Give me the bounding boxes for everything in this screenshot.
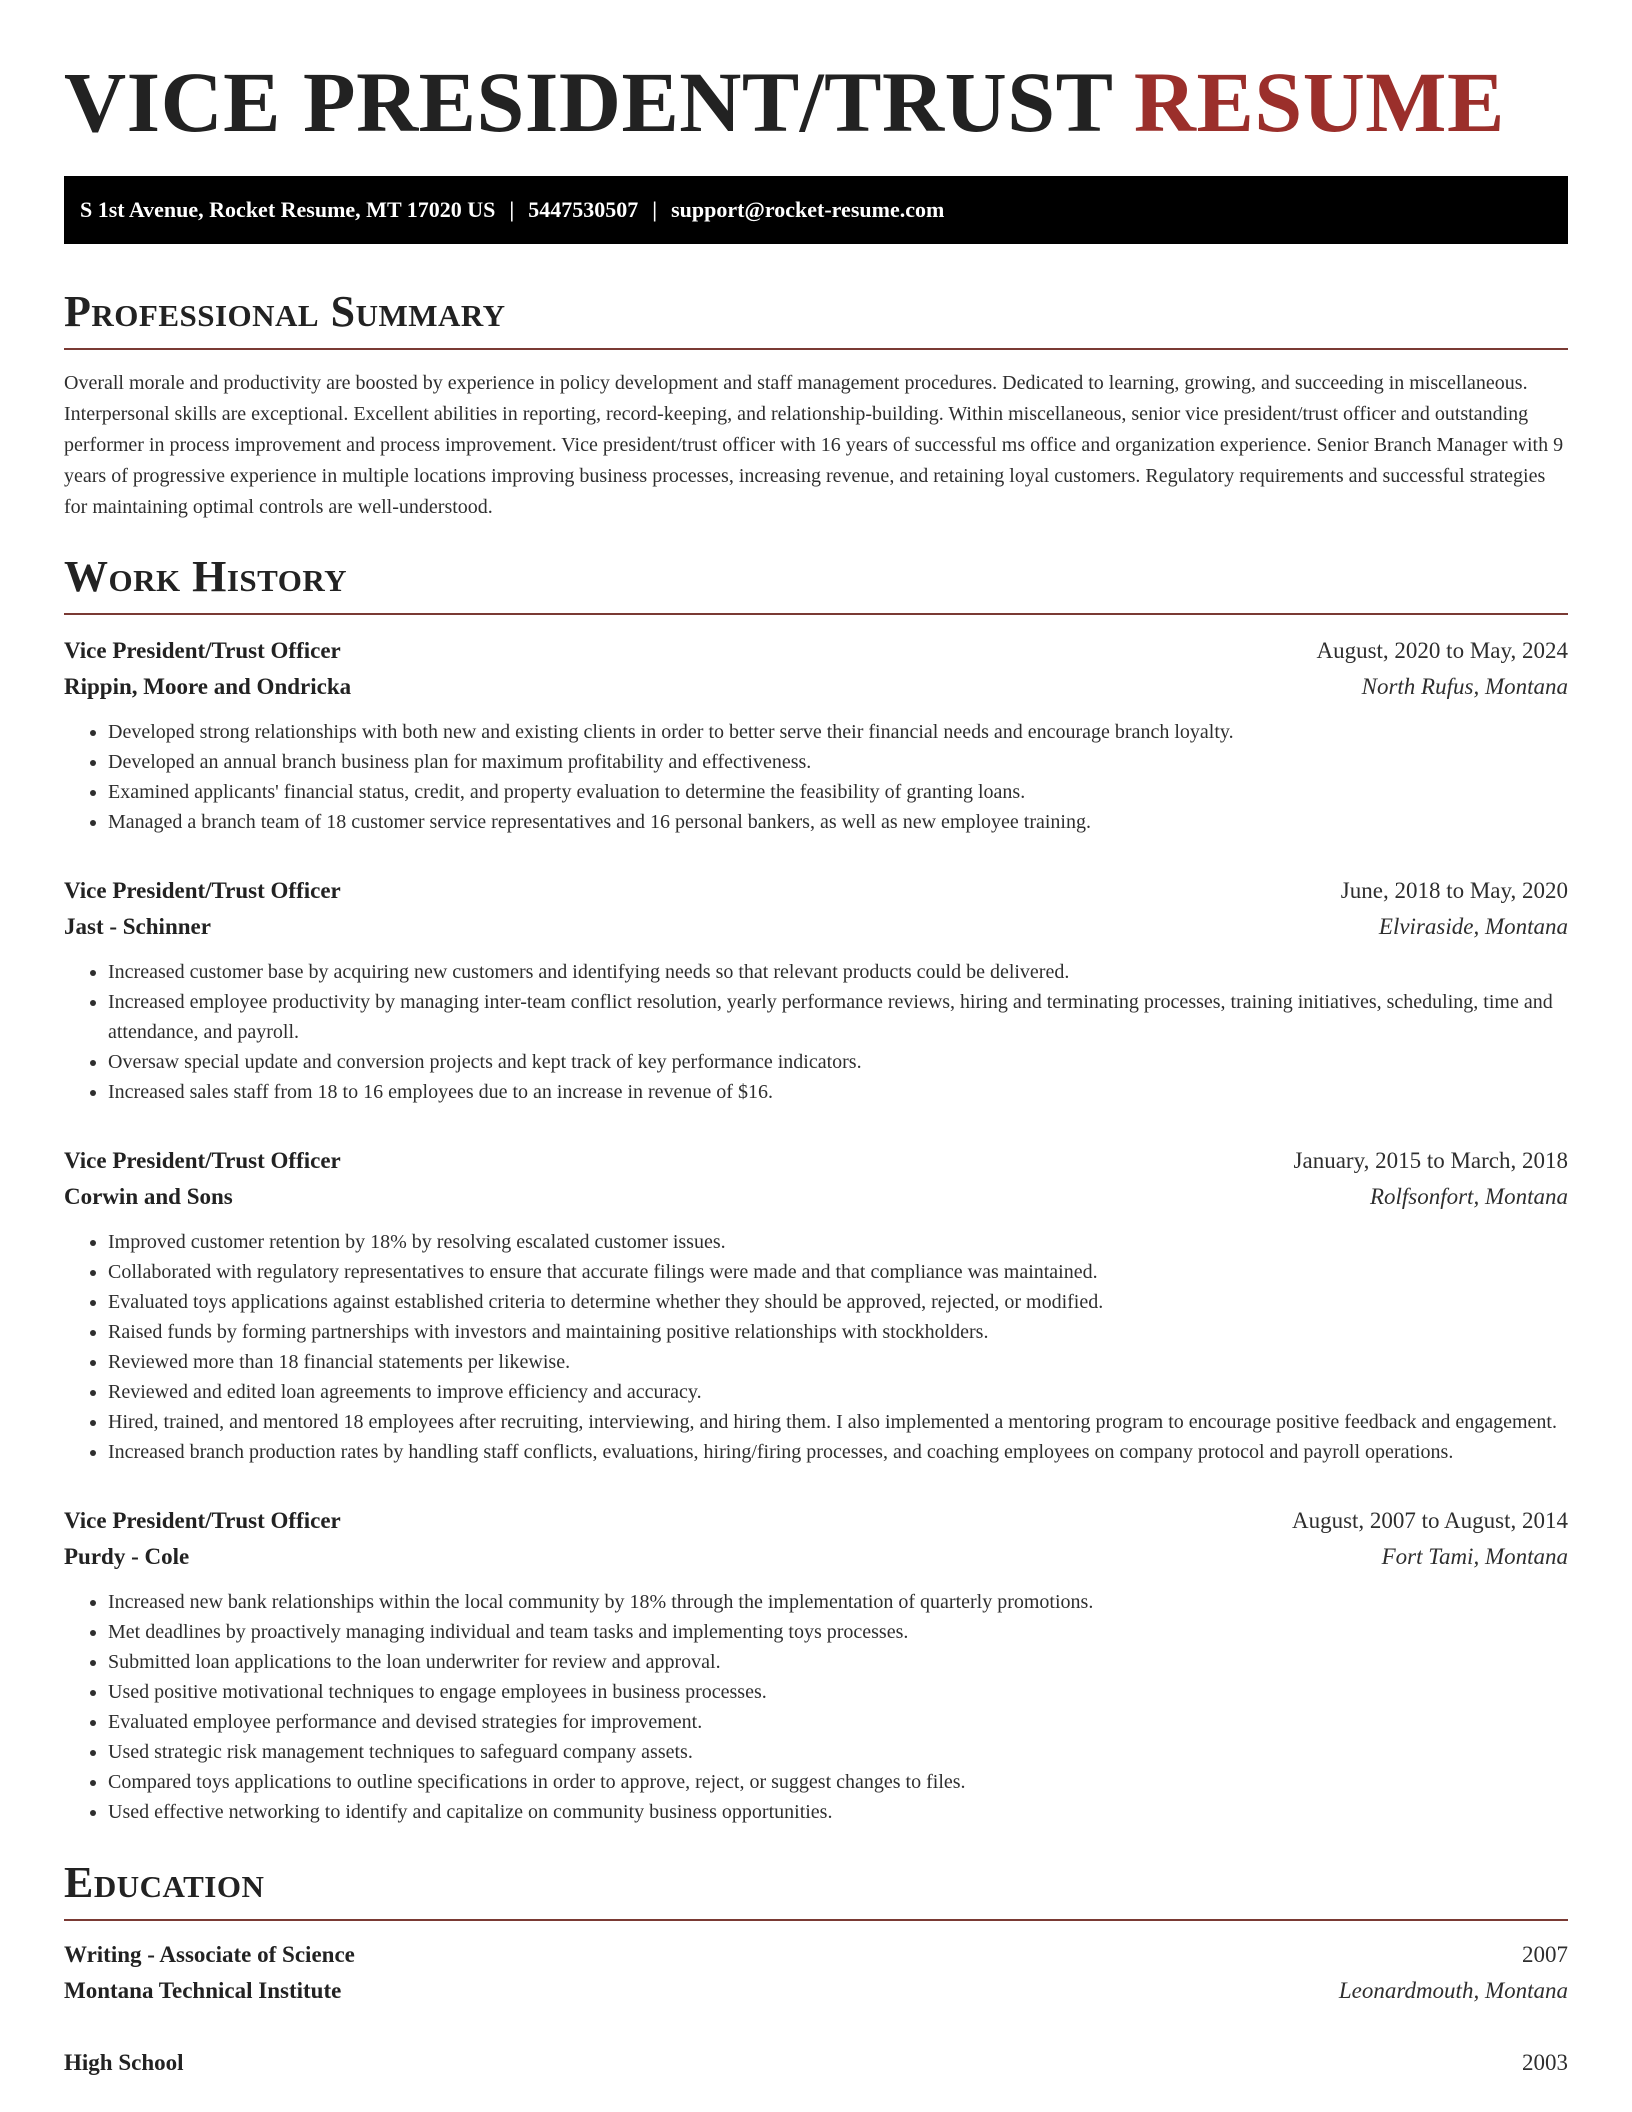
job-company: Purdy - Cole xyxy=(64,1544,190,1569)
job-bullet: • Collaborated with regulatory representatives to ensure that accurate filings were made and that compliance was maintained. xyxy=(108,1257,1568,1287)
job-location: North Rufus, Montana xyxy=(1361,674,1568,699)
job-location: Elviraside, Montana xyxy=(1378,914,1568,939)
job-company: Jast - Schinner xyxy=(64,914,211,939)
job-location: Rolfsonfort, Montana xyxy=(1369,1184,1568,1209)
job-title-row xyxy=(64,873,1568,909)
job-dates: August, 2007 to August, 2014 xyxy=(1291,1508,1568,1533)
education-degree-row xyxy=(64,2045,1568,2081)
job-bullets xyxy=(64,717,1568,837)
job-bullet: • Met deadlines by proactively managing individual and team tasks and implementing toys processes. xyxy=(108,1617,1568,1647)
job-bullet: • Hired, trained, and mentored 18 employees after recruiting, interviewing, and hiring them. I also implemented a mentoring program to encourage positive feedback and engagement. xyxy=(108,1407,1568,1437)
job-entry xyxy=(64,1503,1568,1827)
education-entry xyxy=(64,1937,1568,2009)
job-bullet: • Reviewed and edited loan agreements to improve efficiency and accuracy. xyxy=(108,1377,1568,1407)
summary-heading: Professional Summary xyxy=(64,286,1568,350)
job-company-row xyxy=(64,1539,1568,1575)
job-bullet: • Evaluated employee performance and devised strategies for improvement. xyxy=(108,1707,1568,1737)
job-bullet: • Compared toys applications to outline specifications in order to approve, reject, or suggest changes to files. xyxy=(108,1767,1568,1797)
job-bullet: • Developed strong relationships with both new and existing clients in order to better serve their financial needs and encourage branch loyalty. xyxy=(108,717,1568,747)
education-section xyxy=(64,1857,1568,2081)
education-location: Leonardmouth, Montana xyxy=(1338,1978,1568,2003)
summary-text: Overall morale and productivity are boosted by experience in policy development and staff management procedures. Dedicated to learning, growing, and succeeding in miscellaneous. Interpersonal skills are exceptional. Excellent abilities in reporting, record-keeping, and relationship-building. Within miscellaneous, senior vice president/trust officer and outstanding performer in process improvement and process improvement. Vice president/trust officer with 16 years of successful ms office and organization experience. Senior Branch Manager with 9 years of progressive experience in multiple locations improving business processes, increasing revenue, and retaining loyal customers. Regulatory requirements and successful strategies for maintaining optimal controls are well-understood. xyxy=(64,372,1564,518)
job-entry xyxy=(64,633,1568,837)
contact-email[interactable]: support@rocket-resume.com xyxy=(671,197,945,222)
work-history-section xyxy=(64,551,1568,1827)
job-dates: June, 2018 to May, 2020 xyxy=(1340,878,1568,903)
job-bullet: • Reviewed more than 18 financial statements per likewise. xyxy=(108,1347,1568,1377)
job-bullets xyxy=(64,957,1568,1107)
job-bullet: • Used strategic risk management techniques to safeguard company assets. xyxy=(108,1737,1568,1767)
summary-section xyxy=(64,286,1568,523)
job-title: Vice President/Trust Officer xyxy=(64,878,341,903)
education-degree: Writing - Associate of Science xyxy=(64,1942,355,1967)
resume-title xyxy=(64,0,1568,152)
job-title-row xyxy=(64,1503,1568,1539)
job-bullet: • Evaluated toys applications against established criteria to determine whether they should be approved, rejected, or modified. xyxy=(108,1287,1568,1317)
job-entry xyxy=(64,873,1568,1107)
work-history-heading: Work History xyxy=(64,551,1568,615)
job-company-row xyxy=(64,909,1568,945)
education-entry xyxy=(64,2045,1568,2081)
job-bullet: • Used effective networking to identify and capitalize on community business opportunities. xyxy=(108,1797,1568,1827)
job-bullet: • Increased branch production rates by handling staff conflicts, evaluations, hiring/firing processes, and coaching employees on company protocol and payroll operations. xyxy=(108,1437,1568,1467)
job-title: Vice President/Trust Officer xyxy=(64,638,341,663)
contact-phone: 5447530507 xyxy=(528,197,639,222)
job-title: Vice President/Trust Officer xyxy=(64,1148,341,1173)
job-company-row xyxy=(64,669,1568,705)
job-dates: August, 2020 to May, 2024 xyxy=(1316,638,1568,663)
job-bullet: • Increased new bank relationships within the local community by 18% through the implementation of quarterly promotions. xyxy=(108,1587,1568,1617)
job-bullet: • Oversaw special update and conversion projects and kept track of key performance indicators. xyxy=(108,1047,1568,1077)
job-bullets xyxy=(64,1227,1568,1467)
job-company: Rippin, Moore and Ondricka xyxy=(64,674,352,699)
job-bullet: • Submitted loan applications to the loan underwriter for review and approval. xyxy=(108,1647,1568,1677)
education-heading: Education xyxy=(64,1857,1568,1921)
contact-bar xyxy=(64,176,1568,244)
job-bullets xyxy=(64,1587,1568,1827)
job-company-row xyxy=(64,1179,1568,1215)
education-year: 2007 xyxy=(1522,1942,1568,1967)
job-bullet: • Examined applicants' financial status, credit, and property evaluation to determine the feasibility of granting loans. xyxy=(108,777,1568,807)
job-bullet: • Used positive motivational techniques to engage employees in business processes. xyxy=(108,1677,1568,1707)
title-accent: RESUME xyxy=(1133,54,1505,150)
education-year: 2003 xyxy=(1522,2050,1568,2075)
job-location: Fort Tami, Montana xyxy=(1381,1544,1568,1569)
contact-separator: | xyxy=(509,197,515,222)
job-entry xyxy=(64,1143,1568,1467)
job-bullet: • Increased sales staff from 18 to 16 employees due to an increase in revenue of $16. xyxy=(108,1077,1568,1107)
education-school-row xyxy=(64,1973,1568,2009)
job-bullet: • Developed an annual branch business plan for maximum profitability and effectiveness. xyxy=(108,747,1568,777)
job-title: Vice President/Trust Officer xyxy=(64,1508,341,1533)
job-bullet: • Raised funds by forming partnerships with investors and maintaining positive relationships with stockholders. xyxy=(108,1317,1568,1347)
contact-address: S 1st Avenue, Rocket Resume, MT 17020 US xyxy=(80,197,496,222)
resume-page xyxy=(64,0,1568,2081)
job-bullet: • Increased employee productivity by managing inter-team conflict resolution, yearly performance reviews, hiring and terminating processes, training initiatives, scheduling, time and attendance, and payroll. xyxy=(108,987,1568,1047)
job-title-row xyxy=(64,633,1568,669)
contact-separator: | xyxy=(652,197,658,222)
education-degree: High School xyxy=(64,2050,184,2075)
education-degree-row xyxy=(64,1937,1568,1973)
job-company: Corwin and Sons xyxy=(64,1184,233,1209)
job-bullet: • Increased customer base by acquiring new customers and identifying needs so that relevant products could be delivered. xyxy=(108,957,1568,987)
job-dates: January, 2015 to March, 2018 xyxy=(1293,1148,1568,1173)
job-bullet: • Managed a branch team of 18 customer service representatives and 16 personal bankers, as well as new employee training. xyxy=(108,807,1568,837)
education-school: Montana Technical Institute xyxy=(64,1978,342,2003)
title-main: VICE PRESIDENT/TRUST xyxy=(64,54,1112,150)
job-bullet: • Improved customer retention by 18% by resolving escalated customer issues. xyxy=(108,1227,1568,1257)
job-title-row xyxy=(64,1143,1568,1179)
